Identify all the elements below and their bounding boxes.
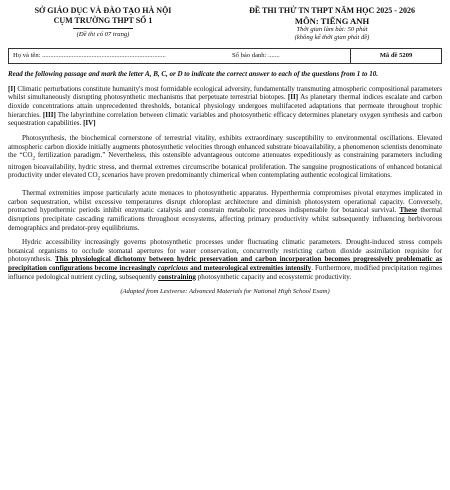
page-count-note: (Đề thi có 07 trang): [76, 30, 130, 38]
school-cluster-name: CỤM TRƯỜNG THPT SỐ 1: [53, 15, 153, 25]
underlined-word-constraining: constraining: [158, 272, 196, 281]
underlined-sentence-part-2: and meteorological extremities intensify: [188, 264, 312, 273]
department-name: SỞ GIÁO DỤC VÀ ĐÀO TẠO HÀ NỘI: [34, 6, 172, 15]
co2-subscript-1: 2: [32, 156, 35, 162]
header-divider: [73, 28, 133, 29]
school-block: [8, 6, 198, 42]
source-citation: (Adapted from Lexiverse: Advanced Materials for National High School Exam): [120, 288, 330, 296]
paragraph-3: [8, 189, 442, 232]
paragraph-2: [8, 134, 442, 183]
paragraph-4: [8, 238, 442, 281]
exam-title: ĐỀ THI THỬ TN THPT NĂM HỌC 2025 - 2026: [249, 6, 415, 15]
position-marker-1: [I]: [8, 84, 16, 93]
position-marker-4: [IV]: [83, 119, 96, 128]
paragraph-2-text-1: Photosynthesis, the biochemical cornerstone of terrestrial vitality, exhibits extraordinary susceptibility to environmental oscillations. Elevated atmospheric carbon dioxide initially augments photosynthetic velocities through enhanced substrate bioavailability, a phenomenon scientists denominate the “CO: [8, 134, 442, 160]
exam-code: Mã đề 5209: [350, 49, 441, 63]
paragraph-3-text-1: Thermal extremities impose particularly acute menaces to photosynthetic apparatus. Hyperthermia compromises pivotal enzymes implicated in carbon sequestration, whilst excessive temperatures disrupt chloroplast architecture and diminish photosystem operational capacity. Conversely, protracted hypothermic periods inhibit enzymatic catalysis and constrain metabolic processes indispensable for botanical survival.: [8, 188, 442, 215]
paragraph-3-text-2: thermal disruptions precipitate cascading ramifications throughout ecosystems, affecting primary productivity whilst subsequently influencing herbivorous demographics and predator-prey equilibriums.: [8, 206, 442, 232]
paragraph-1: [8, 85, 442, 128]
exam-title-block: [222, 6, 442, 42]
underlined-word-these: These: [399, 206, 418, 215]
candidate-info-box: [8, 48, 442, 64]
paragraph-4-text-2: . Furthermore, modified precipitation regimes influence pedological nutrient cycling, subsequently: [8, 264, 442, 281]
paragraph-1-text-1: Climatic perturbations constitute humanity's most formidable ecological adversity, fundamentally transmuting atmospheric compositional parameters whilst simultaneously disrupting photosynthetic mechanisms that perpetuate terrestrial biotopes.: [8, 84, 442, 102]
paragraph-2-text-2: fertilization paradigm.” Nevertheless, this ostensible advantageous outcome attenuates expeditiously as constraining parameters including nitrogen bioavailability, hydric stress, and thermal extremes circumscribe botanical proliferation. The sanguine prognostications of enhanced botanical productivity under elevated CO: [8, 151, 442, 180]
paragraph-4-text-3: photosynthetic capacity and ecosystemic productivity.: [195, 272, 352, 281]
subject-title: MÔN: TIẾNG ANH: [294, 15, 370, 26]
position-marker-2: [II]: [287, 93, 299, 102]
paragraph-2-text-3: scenarios have proven predominantly chimerical when contemplating authentic ecological limitations.: [100, 171, 392, 180]
candidate-name-field: Họ và tên: ...........................................................................: [13, 52, 166, 60]
time-note: (không kể thời gian phát đề): [294, 34, 370, 42]
paragraph-4-text-1: Hydric accessibility increasingly governs photosynthetic processes under fluctuating climatic parameters. Drought-induced stress compels botanical organisms to occlude stomatal apertures for water conservation, concurrently restricting carbon dioxide assimilation requisite for photosynthesis.: [8, 238, 442, 264]
paragraph-1-text-2: As planetary thermal indices escalate and carbon dioxide concentrations attain unprecedented thresholds, botanical physiology undergoes multifaceted adaptations that permeate throughout trophic hierarchies.: [8, 93, 442, 119]
underlined-word-capricious: capricious: [157, 264, 189, 273]
candidate-number-field: Số báo danh: .......: [232, 52, 280, 60]
instruction-text: Read the following passage and mark the letter A, B, C, or D to indicate the correct answer to each of the questions from 1 to 10.: [8, 70, 378, 79]
paragraph-1-text-3: The labyrinthine correlation between climatic variables and photosynthetic efficacy determines planetary oxygen synthesis and carbon sequestration capabilities.: [8, 110, 442, 128]
exam-header: [8, 6, 442, 42]
time-limit: Thời gian làm bài: 50 phút: [296, 26, 368, 34]
position-marker-3: [III]: [42, 110, 56, 119]
co2-subscript-2: 2: [97, 176, 101, 182]
underlined-sentence-part-1: This physiological dichotomy between hydric preservation and carbon incorporation becomes progressively problematic as precipitation configurations become increasingly: [8, 255, 442, 273]
